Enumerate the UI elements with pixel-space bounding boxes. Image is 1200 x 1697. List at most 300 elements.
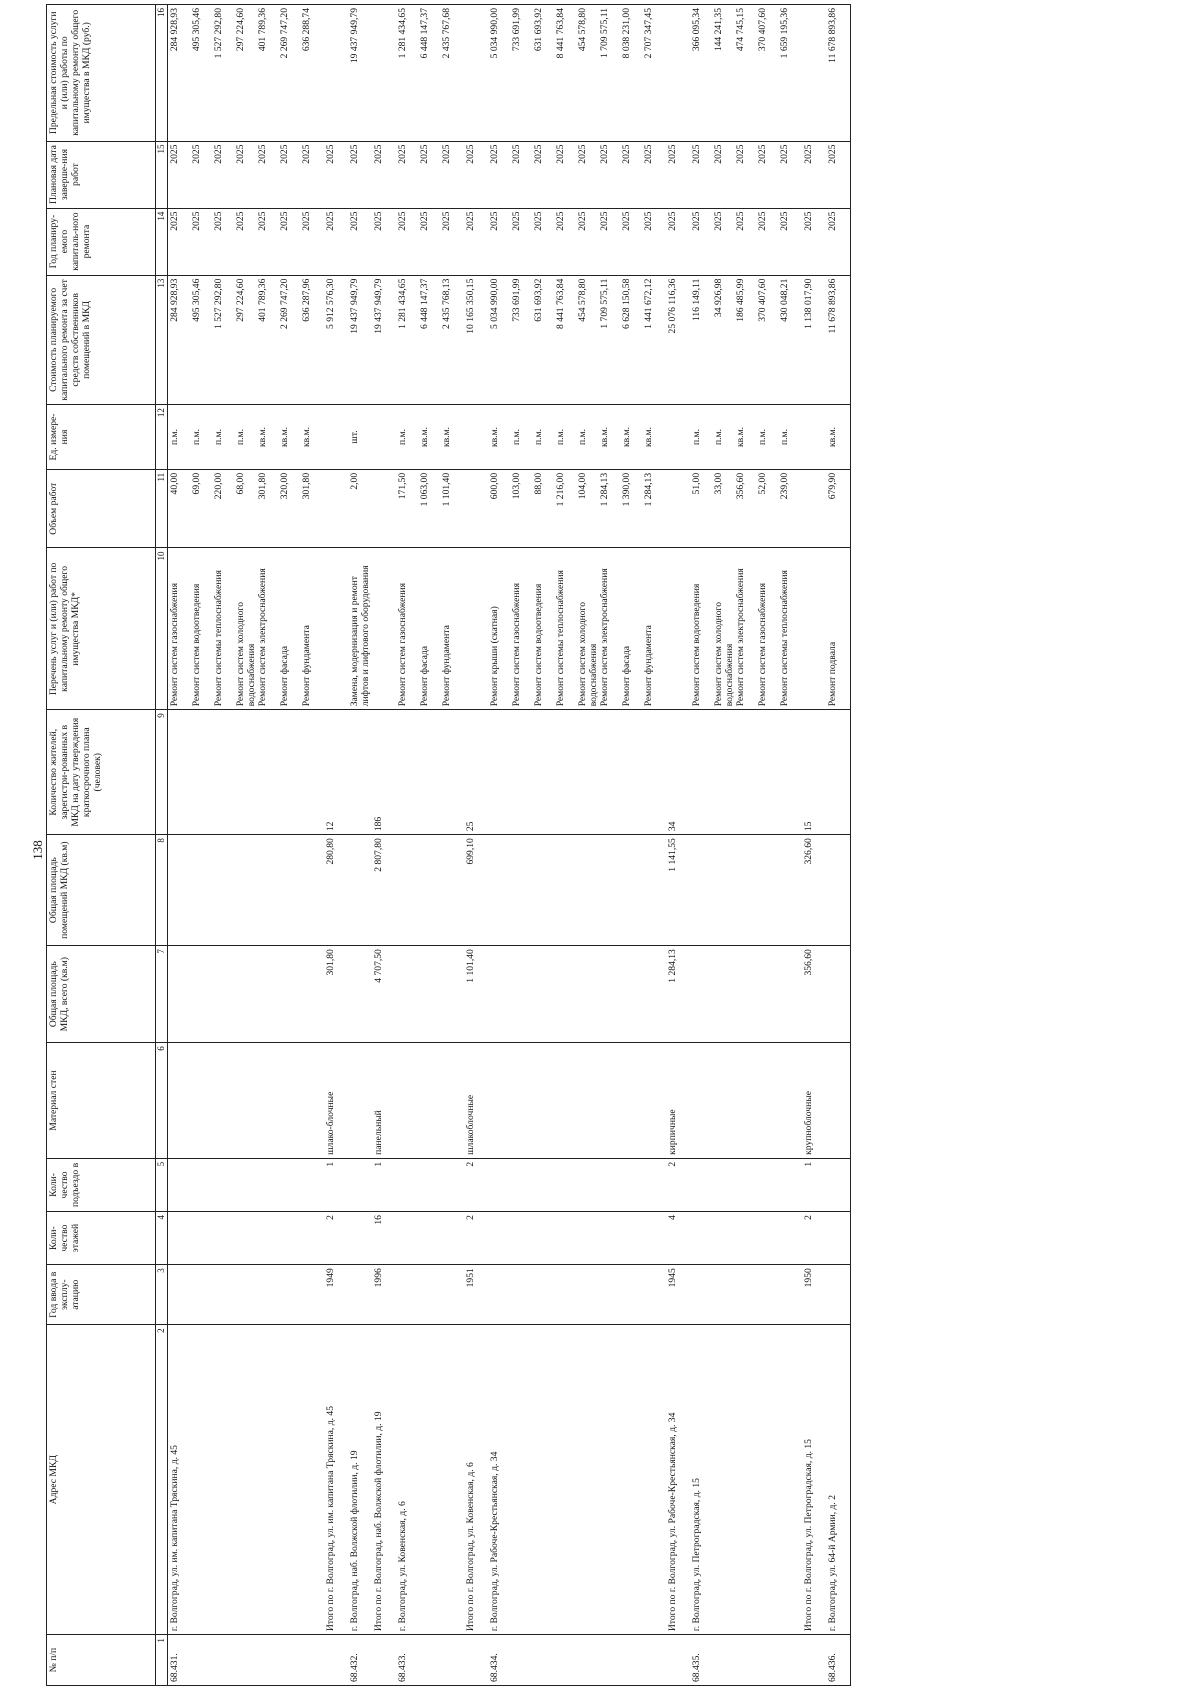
total-area: 1 101,40 (464, 946, 488, 1043)
cell-line: Ремонт систем газоснабжения (169, 582, 180, 707)
year-built (826, 1265, 851, 1325)
repair-year (802, 208, 826, 275)
cell-line: кв.м. (827, 426, 838, 448)
rotated-page (30, 0, 1180, 1697)
cell-line: Ремонт фасада (279, 645, 290, 707)
repair-year (324, 208, 348, 275)
page-number: 138 (30, 840, 45, 860)
table-body (168, 5, 851, 1686)
volume (826, 469, 851, 548)
cell-line: Ремонт фундамента (441, 625, 452, 707)
floors: 4 (666, 1212, 690, 1265)
row-number: 68.431. (168, 1635, 325, 1686)
floors: 2 (464, 1212, 488, 1265)
cell-line: 116 149,11 (691, 278, 702, 322)
cell-line: 2025 (691, 211, 702, 231)
cost (488, 275, 666, 404)
address: Итого по г. Волгоград, ул. Петроградская, д. 15 (802, 1325, 826, 1635)
cell-line: п.м. (713, 428, 724, 445)
cell-line: 2025 (555, 211, 566, 231)
cell-line: 10 165 350,15 (465, 278, 476, 334)
cell-line: 301,80 (301, 472, 312, 500)
cell-line: кв.м. (643, 426, 654, 448)
total-row (372, 5, 396, 1686)
total-row (464, 5, 488, 1686)
total-area (348, 946, 372, 1043)
cell-line: 1 101,40 (441, 472, 452, 507)
wall-material (168, 1043, 325, 1159)
cell-line: 2025 (803, 144, 814, 164)
address: г. Волгоград, ул. Петроградская, д. 15 (690, 1325, 802, 1635)
entrances (488, 1158, 666, 1211)
repair-year (372, 208, 396, 275)
rooms-area: 2 807,80 (372, 835, 396, 946)
cell-line: 103,00 (511, 472, 522, 500)
unit (168, 405, 325, 470)
total-area (690, 946, 802, 1043)
cell-line: п.м. (577, 428, 588, 445)
residents: 15 (802, 710, 826, 835)
cell-line: 733 691,99 (511, 8, 522, 52)
column-number: 4 (156, 1212, 168, 1265)
wall-material: кирпичные (666, 1043, 690, 1159)
header-row (47, 5, 156, 1686)
column-number: 8 (156, 835, 168, 946)
rooms-area: 326,60 (802, 835, 826, 946)
cell-line: 495 305,46 (191, 278, 202, 322)
cell-line: 8 038 231,00 (621, 8, 632, 59)
cell-line: 370 407,60 (757, 278, 768, 322)
cell-line: п.м. (169, 428, 180, 445)
row-number: 68.432. (348, 1635, 372, 1686)
cell-line: 401 789,36 (257, 278, 268, 322)
column-header: Перечень услуг и (или) работ по капитальному ремонту общего имущества МКД* (47, 548, 156, 710)
cell-line: 2025 (397, 211, 408, 231)
cell-line: 2025 (779, 144, 790, 164)
cell-line: Ремонт систем электроснабжения (257, 568, 268, 707)
cell-line: 284 928,93 (169, 8, 180, 52)
cell-line: 474 745,15 (735, 8, 746, 52)
cell-line: 144 241,35 (713, 8, 724, 52)
cell-line: 2025 (827, 211, 838, 231)
cell-line: 631 693,92 (533, 278, 544, 322)
works-list (324, 548, 348, 710)
cell-line: 2025 (349, 144, 360, 164)
cost (666, 275, 690, 404)
cell-line: п.м. (235, 428, 246, 445)
cell-line: 366 095,34 (691, 8, 702, 52)
address: г. Волгоград, ул. 64-й Армии, д. 2 (826, 1325, 851, 1635)
cell-line: Ремонт систем холодного водоснабжения (235, 601, 257, 707)
cell-line: Ремонт систем водоотведения (191, 583, 202, 707)
cell-line: 2025 (643, 211, 654, 231)
cell-line: 631 693,92 (533, 8, 544, 52)
cell-line: 2025 (735, 144, 746, 164)
cell-line: 2025 (599, 144, 610, 164)
table-row (168, 5, 325, 1686)
rooms-area (168, 835, 325, 946)
cell-line: 2025 (325, 211, 336, 231)
cell-line: 2025 (373, 211, 384, 231)
cell-line: 2025 (511, 211, 522, 231)
year-built: 1950 (802, 1265, 826, 1325)
column-header: Адрес МКД (47, 1325, 156, 1635)
rooms-area (396, 835, 464, 946)
column-number: 9 (156, 710, 168, 835)
cell-line: 2025 (235, 144, 246, 164)
cell-line: 2025 (667, 144, 678, 164)
cell-line: 454 578,80 (577, 278, 588, 322)
wall-material: шлако-блочные (324, 1043, 348, 1159)
cell-line: 2025 (599, 211, 610, 231)
works-list (348, 548, 372, 710)
table-row (348, 5, 372, 1686)
column-header: Общая площадь МКД, всего (кв.м) (47, 946, 156, 1043)
cell-line: 430 048,21 (779, 278, 790, 322)
column-number: 5 (156, 1158, 168, 1211)
cell-line: 2025 (533, 144, 544, 164)
max-cost (324, 5, 348, 142)
max-cost (488, 5, 666, 142)
cell-line: 5 034 990,00 (489, 278, 500, 329)
cell-line: кв.м. (599, 426, 610, 448)
cell-line: 6 448 147,37 (419, 8, 430, 59)
cell-line: 68,00 (235, 472, 246, 495)
end-date (690, 141, 802, 208)
cell-line: п.м. (397, 428, 408, 445)
wall-material (396, 1043, 464, 1159)
repair-year (168, 208, 325, 275)
total-area (488, 946, 666, 1043)
wall-material: крупноблочные (802, 1043, 826, 1159)
cell-line: 6 628 150,58 (621, 278, 632, 329)
max-cost (802, 5, 826, 142)
wall-material (488, 1043, 666, 1159)
floors (690, 1212, 802, 1265)
table-row (488, 5, 666, 1686)
wall-material: панельный (372, 1043, 396, 1159)
cell-line: 2025 (419, 211, 430, 231)
works-list (802, 548, 826, 710)
cell-line: 320,00 (279, 472, 290, 500)
unit (826, 405, 851, 470)
cell-line: 1 659 195,36 (779, 8, 790, 59)
cell-line: 2025 (465, 144, 476, 164)
cell-line: 2025 (555, 144, 566, 164)
cell-line: 11 678 893,86 (827, 8, 838, 63)
works-list (372, 548, 396, 710)
cell-line: 2 269 747,20 (279, 278, 290, 329)
total-row (666, 5, 690, 1686)
cell-line: 2025 (373, 144, 384, 164)
cell-line: 8 441 763,84 (555, 8, 566, 59)
cell-line: 2025 (533, 211, 544, 231)
cost (348, 275, 372, 404)
row-number: 68.433. (396, 1635, 464, 1686)
cell-line: 1 284,13 (599, 472, 610, 507)
cell-line: 2025 (169, 144, 180, 164)
column-header: Коли-чество этажей (47, 1212, 156, 1265)
cell-line: 2 269 747,20 (279, 8, 290, 59)
end-date (488, 141, 666, 208)
cell-line: 2025 (325, 144, 336, 164)
unit (802, 405, 826, 470)
cell-line: Ремонт систем электроснабжения (735, 568, 746, 707)
column-header: Коли-чество подъездо в (47, 1158, 156, 1211)
cell-line: 1 390,00 (621, 472, 632, 507)
cell-line: п.м. (533, 428, 544, 445)
cell-line: 297 224,60 (235, 278, 246, 322)
cell-line: 2025 (489, 144, 500, 164)
year-built (690, 1265, 802, 1325)
address: г. Волгоград, ул. Ковенская, д. 6 (396, 1325, 464, 1635)
cell-line: кв.м. (279, 426, 290, 448)
rooms-area: 280,80 (324, 835, 348, 946)
cell-line: 2025 (827, 144, 838, 164)
cell-line: кв.м. (441, 426, 452, 448)
end-date (396, 141, 464, 208)
year-built: 1945 (666, 1265, 690, 1325)
cell-line: кв.м. (257, 426, 268, 448)
total-area (826, 946, 851, 1043)
cell-line: 2 707 347,45 (643, 8, 654, 59)
max-cost (464, 5, 488, 142)
row-number: 68.434. (488, 1635, 666, 1686)
year-built: 1996 (372, 1265, 396, 1325)
repair-year (464, 208, 488, 275)
column-number: 6 (156, 1043, 168, 1159)
cell-line: шт. (349, 430, 360, 444)
total-row (324, 5, 348, 1686)
cell-line: 2,00 (349, 472, 360, 490)
address: Итого по г. Волгоград, ул. им. капитана Тряскина, д. 45 (324, 1325, 348, 1635)
cell-line: кв.м. (419, 426, 430, 448)
cell-line: 2025 (213, 211, 224, 231)
entrances (168, 1158, 325, 1211)
cell-line: 69,00 (191, 472, 202, 495)
repair-year (396, 208, 464, 275)
end-date (168, 141, 325, 208)
rooms-area (826, 835, 851, 946)
cell-line: Ремонт системы теплоснабжения (555, 570, 566, 707)
address: г. Волгоград, наб. Волжской флотилии, д. 19 (348, 1325, 372, 1635)
cost (826, 275, 851, 404)
entrances (826, 1158, 851, 1211)
volume (372, 469, 396, 548)
floors: 16 (372, 1212, 396, 1265)
column-header: № п/п (47, 1635, 156, 1686)
entrances: 1 (802, 1158, 826, 1211)
cell-line: 297 224,60 (235, 8, 246, 52)
total-area: 356,60 (802, 946, 826, 1043)
column-header: Ед. измере-ния (47, 405, 156, 470)
cell-line: 495 305,46 (191, 8, 202, 52)
max-cost (690, 5, 802, 142)
cell-line: 2025 (757, 211, 768, 231)
entrances (348, 1158, 372, 1211)
cell-line: 370 407,60 (757, 8, 768, 52)
repair-year (348, 208, 372, 275)
cell-line: Ремонт системы теплоснабжения (213, 570, 224, 707)
row-number (666, 1635, 690, 1686)
cost (372, 275, 396, 404)
capital-repair-table (46, 4, 851, 1686)
floors (348, 1212, 372, 1265)
cell-line: п.м. (555, 428, 566, 445)
unit (324, 405, 348, 470)
total-area (396, 946, 464, 1043)
works-list (168, 548, 325, 710)
end-date (348, 141, 372, 208)
volume (168, 469, 325, 548)
residents (396, 710, 464, 835)
volume (396, 469, 464, 548)
cell-line: 1 709 575,11 (599, 8, 610, 59)
cell-line: Ремонт системы теплоснабжения (779, 570, 790, 707)
cell-line: п.м. (779, 428, 790, 445)
column-number: 13 (156, 275, 168, 404)
cell-line: 2025 (257, 144, 268, 164)
cell-line: 171,50 (397, 472, 408, 500)
cost (324, 275, 348, 404)
max-cost (666, 5, 690, 142)
address: Итого по г. Волгоград, наб. Волжской флотилии, д. 19 (372, 1325, 396, 1635)
floors (168, 1212, 325, 1265)
column-header: Год ввода в эксплу-атацию (47, 1265, 156, 1325)
unit (488, 405, 666, 470)
rooms-area (488, 835, 666, 946)
cell-line: п.м. (691, 428, 702, 445)
residents (348, 710, 372, 835)
cell-line: 19 437 949,79 (349, 8, 360, 64)
repair-year (690, 208, 802, 275)
cell-line: 2025 (643, 144, 654, 164)
column-number: 10 (156, 548, 168, 710)
volume (464, 469, 488, 548)
entrances: 1 (372, 1158, 396, 1211)
cell-line: п.м. (191, 428, 202, 445)
column-header: Предельная стоимость услуги и (или) работы по капитальному ремонту общего имущества в МКД (руб.) (47, 5, 156, 142)
column-header: Объем работ (47, 469, 156, 548)
cell-line: 1 441 672,12 (643, 278, 654, 329)
row-number (324, 1635, 348, 1686)
works-list (666, 548, 690, 710)
year-built: 1951 (464, 1265, 488, 1325)
total-area: 1 284,13 (666, 946, 690, 1043)
entrances: 2 (464, 1158, 488, 1211)
cell-line: Ремонт фундамента (643, 625, 654, 707)
cell-line: 2025 (349, 211, 360, 231)
rooms-area: 699,10 (464, 835, 488, 946)
cell-line: 11 678 893,86 (827, 278, 838, 334)
volume (690, 469, 802, 548)
cell-line: 25 076 116,36 (667, 278, 678, 334)
cell-line: Ремонт подвала (827, 641, 838, 707)
floors (826, 1212, 851, 1265)
volume (348, 469, 372, 548)
cost (396, 275, 464, 404)
residents: 34 (666, 710, 690, 835)
unit (372, 405, 396, 470)
table-row (690, 5, 802, 1686)
cell-line: Ремонт систем водоотведения (533, 583, 544, 707)
cell-line: 19 437 949,79 (349, 278, 360, 334)
residents: 25 (464, 710, 488, 835)
floors (488, 1212, 666, 1265)
wall-material (826, 1043, 851, 1159)
residents (168, 710, 325, 835)
column-header: Плановая дата заверше-ния работ (47, 141, 156, 208)
cell-line: 733 691,99 (511, 278, 522, 322)
cell-line: 679,90 (827, 472, 838, 500)
column-number: 14 (156, 208, 168, 275)
cell-line: 2 435 767,68 (441, 8, 452, 59)
cell-line: 19 437 949,79 (373, 278, 384, 334)
row-number (372, 1635, 396, 1686)
cell-line: 2025 (257, 211, 268, 231)
cell-line: 8 441 763,84 (555, 278, 566, 329)
rooms-area (690, 835, 802, 946)
cell-line: 40,00 (169, 472, 180, 495)
column-number: 2 (156, 1325, 168, 1635)
page-content (30, 0, 1155, 1690)
cost (690, 275, 802, 404)
cell-line: 2025 (465, 211, 476, 231)
cell-line: 186 485,99 (735, 278, 746, 322)
table-row (826, 5, 851, 1686)
cell-line: 52,00 (757, 472, 768, 495)
cell-line: 1 281 434,65 (397, 278, 408, 329)
cell-line: 636 288,74 (301, 8, 312, 52)
repair-year (666, 208, 690, 275)
cost (802, 275, 826, 404)
cell-line: 401 789,36 (257, 8, 268, 52)
floors: 2 (802, 1212, 826, 1265)
rooms-area (348, 835, 372, 946)
repair-year (488, 208, 666, 275)
cell-line: Ремонт систем холодного водоснабжения (713, 601, 735, 707)
cell-line: 1 138 017,90 (803, 278, 814, 329)
volume (488, 469, 666, 548)
cell-line: 1 527 292,80 (213, 278, 224, 329)
cost (168, 275, 325, 404)
cell-line: 2025 (803, 211, 814, 231)
cell-line: 1 527 292,80 (213, 8, 224, 59)
address: Итого по г. Волгоград, ул. Рабоче-Крестьянская, д. 34 (666, 1325, 690, 1635)
address: г. Волгоград, ул. им. капитана Тряскина, д. 45 (168, 1325, 325, 1635)
row-number: 68.435. (690, 1635, 802, 1686)
cell-line: Ремонт систем холодного водоснабжения (577, 601, 599, 707)
unit (464, 405, 488, 470)
cell-line: 2025 (577, 144, 588, 164)
volume (666, 469, 690, 548)
works-list (396, 548, 464, 710)
cell-line: 1 281 434,65 (397, 8, 408, 59)
cell-line: кв.м. (621, 426, 632, 448)
cell-line: 2025 (191, 144, 202, 164)
residents (488, 710, 666, 835)
cell-line: 2025 (301, 211, 312, 231)
column-number: 11 (156, 469, 168, 548)
cell-line: 88,00 (533, 472, 544, 495)
cell-line: 1 216,00 (555, 472, 566, 507)
unit (690, 405, 802, 470)
rooms-area: 1 141,55 (666, 835, 690, 946)
year-built (488, 1265, 666, 1325)
year-built (168, 1265, 325, 1325)
cell-line: 2025 (489, 211, 500, 231)
cell-line: 2025 (419, 144, 430, 164)
